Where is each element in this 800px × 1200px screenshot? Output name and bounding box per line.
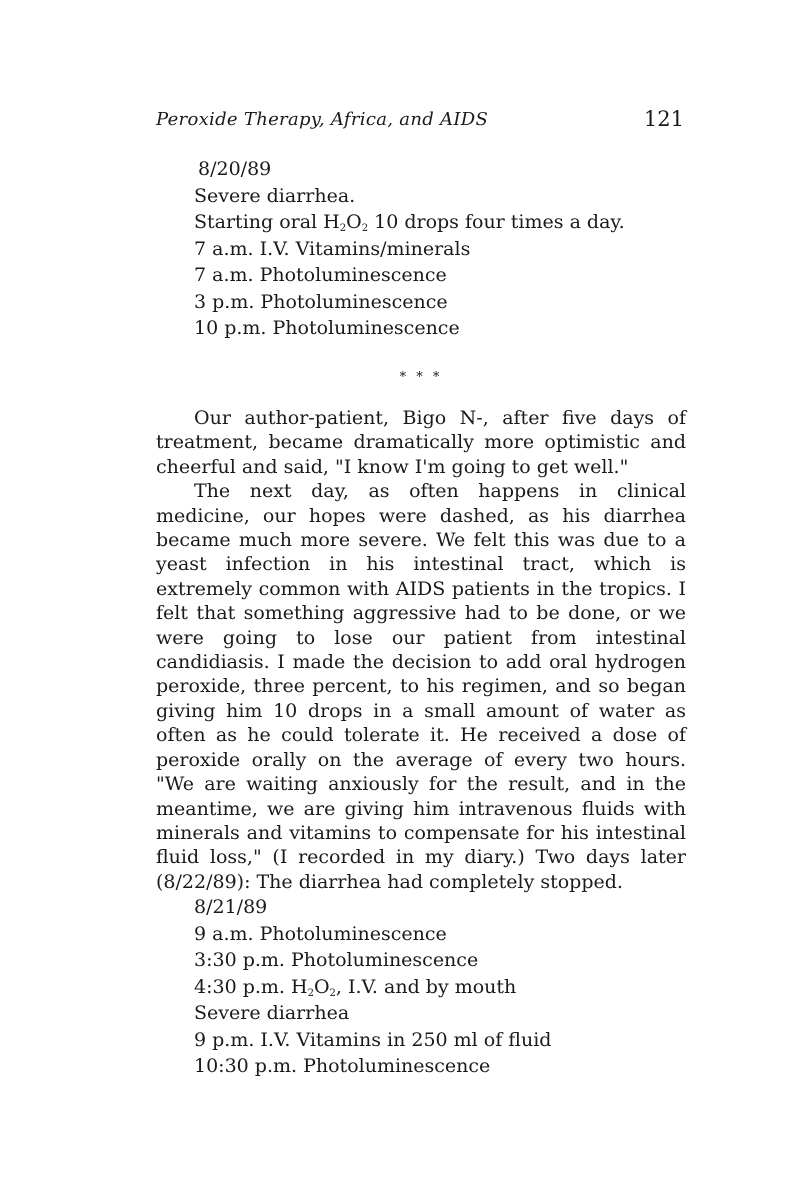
page-number: 121 — [643, 107, 684, 131]
subscript: 2 — [307, 987, 314, 999]
log-text: O — [346, 211, 362, 233]
log-entry: Severe diarrhea. — [194, 184, 356, 207]
subscript: 2 — [329, 987, 336, 999]
log-text: , I.V. and by mouth — [335, 975, 517, 998]
log-entry: 10 p.m. Photoluminescence — [194, 317, 460, 339]
paragraph: The next day, as often happens in clinical medicine, our hopes were dashed, as his diarrhea became much more severe. We felt this was due to a yeast infection in his intestinal tract, which is extremely common with AIDS patients in the tropics. I felt that something aggressive had to be done, or we were going to lose our patient from intestinal candidiasis. I made the decision to add oral hydrogen peroxide, three percent, to his regimen, and so began giving him 10 drops in a small amount of water as often as he could tolerate it. He received a dose of peroxide orally on the average of every two hours. "We are waiting anxiously for the result, and in the meantime, we are giving him intravenous fluids with minerals and vitamins to compensate for his intestinal fluid loss," (I recorded in my diary.) Two days later (8/22/89): The diarrhea had completely stopped. — [156, 480, 686, 893]
running-header — [156, 107, 686, 137]
log-date: 8/20/89 — [198, 158, 272, 180]
log-text: Starting oral H — [194, 211, 340, 233]
log-entry: 9 a.m. Photoluminescence — [194, 922, 447, 945]
running-title: Peroxide Therapy, Africa, and AIDS — [156, 109, 489, 130]
section-separator: * * * — [399, 370, 443, 385]
log-entry: 3 p.m. Photoluminescence — [194, 290, 448, 313]
treatment-log-1 — [194, 156, 674, 342]
log-text: O — [313, 975, 330, 998]
log-entry: 10:30 p.m. Photoluminescence — [194, 1055, 491, 1077]
subscript: 2 — [361, 223, 369, 234]
log-date: 8/21/89 — [194, 896, 268, 918]
body-text — [156, 406, 686, 894]
log-entry: 3:30 p.m. Photoluminescence — [194, 949, 479, 971]
log-text: 10 drops four times a day. — [368, 211, 625, 233]
log-entry — [194, 209, 674, 236]
treatment-log-2 — [194, 894, 674, 1080]
log-entry: 7 a.m. I.V. Vitamins/minerals — [194, 237, 471, 260]
log-text: 4:30 p.m. H — [194, 975, 308, 998]
log-entry — [194, 974, 674, 1001]
log-entry: 9 p.m. I.V. Vitamins in 250 ml of fluid — [194, 1028, 552, 1051]
log-entry: 7 a.m. Photoluminescence — [194, 264, 447, 286]
subscript: 2 — [339, 223, 347, 234]
paragraph: Our author-patient, Bigo N-, after five days of treatment, became dramatically more optimistic and cheerful and said, "I know I'm going to get well." — [156, 407, 686, 478]
log-entry: Severe diarrhea — [194, 1002, 350, 1024]
